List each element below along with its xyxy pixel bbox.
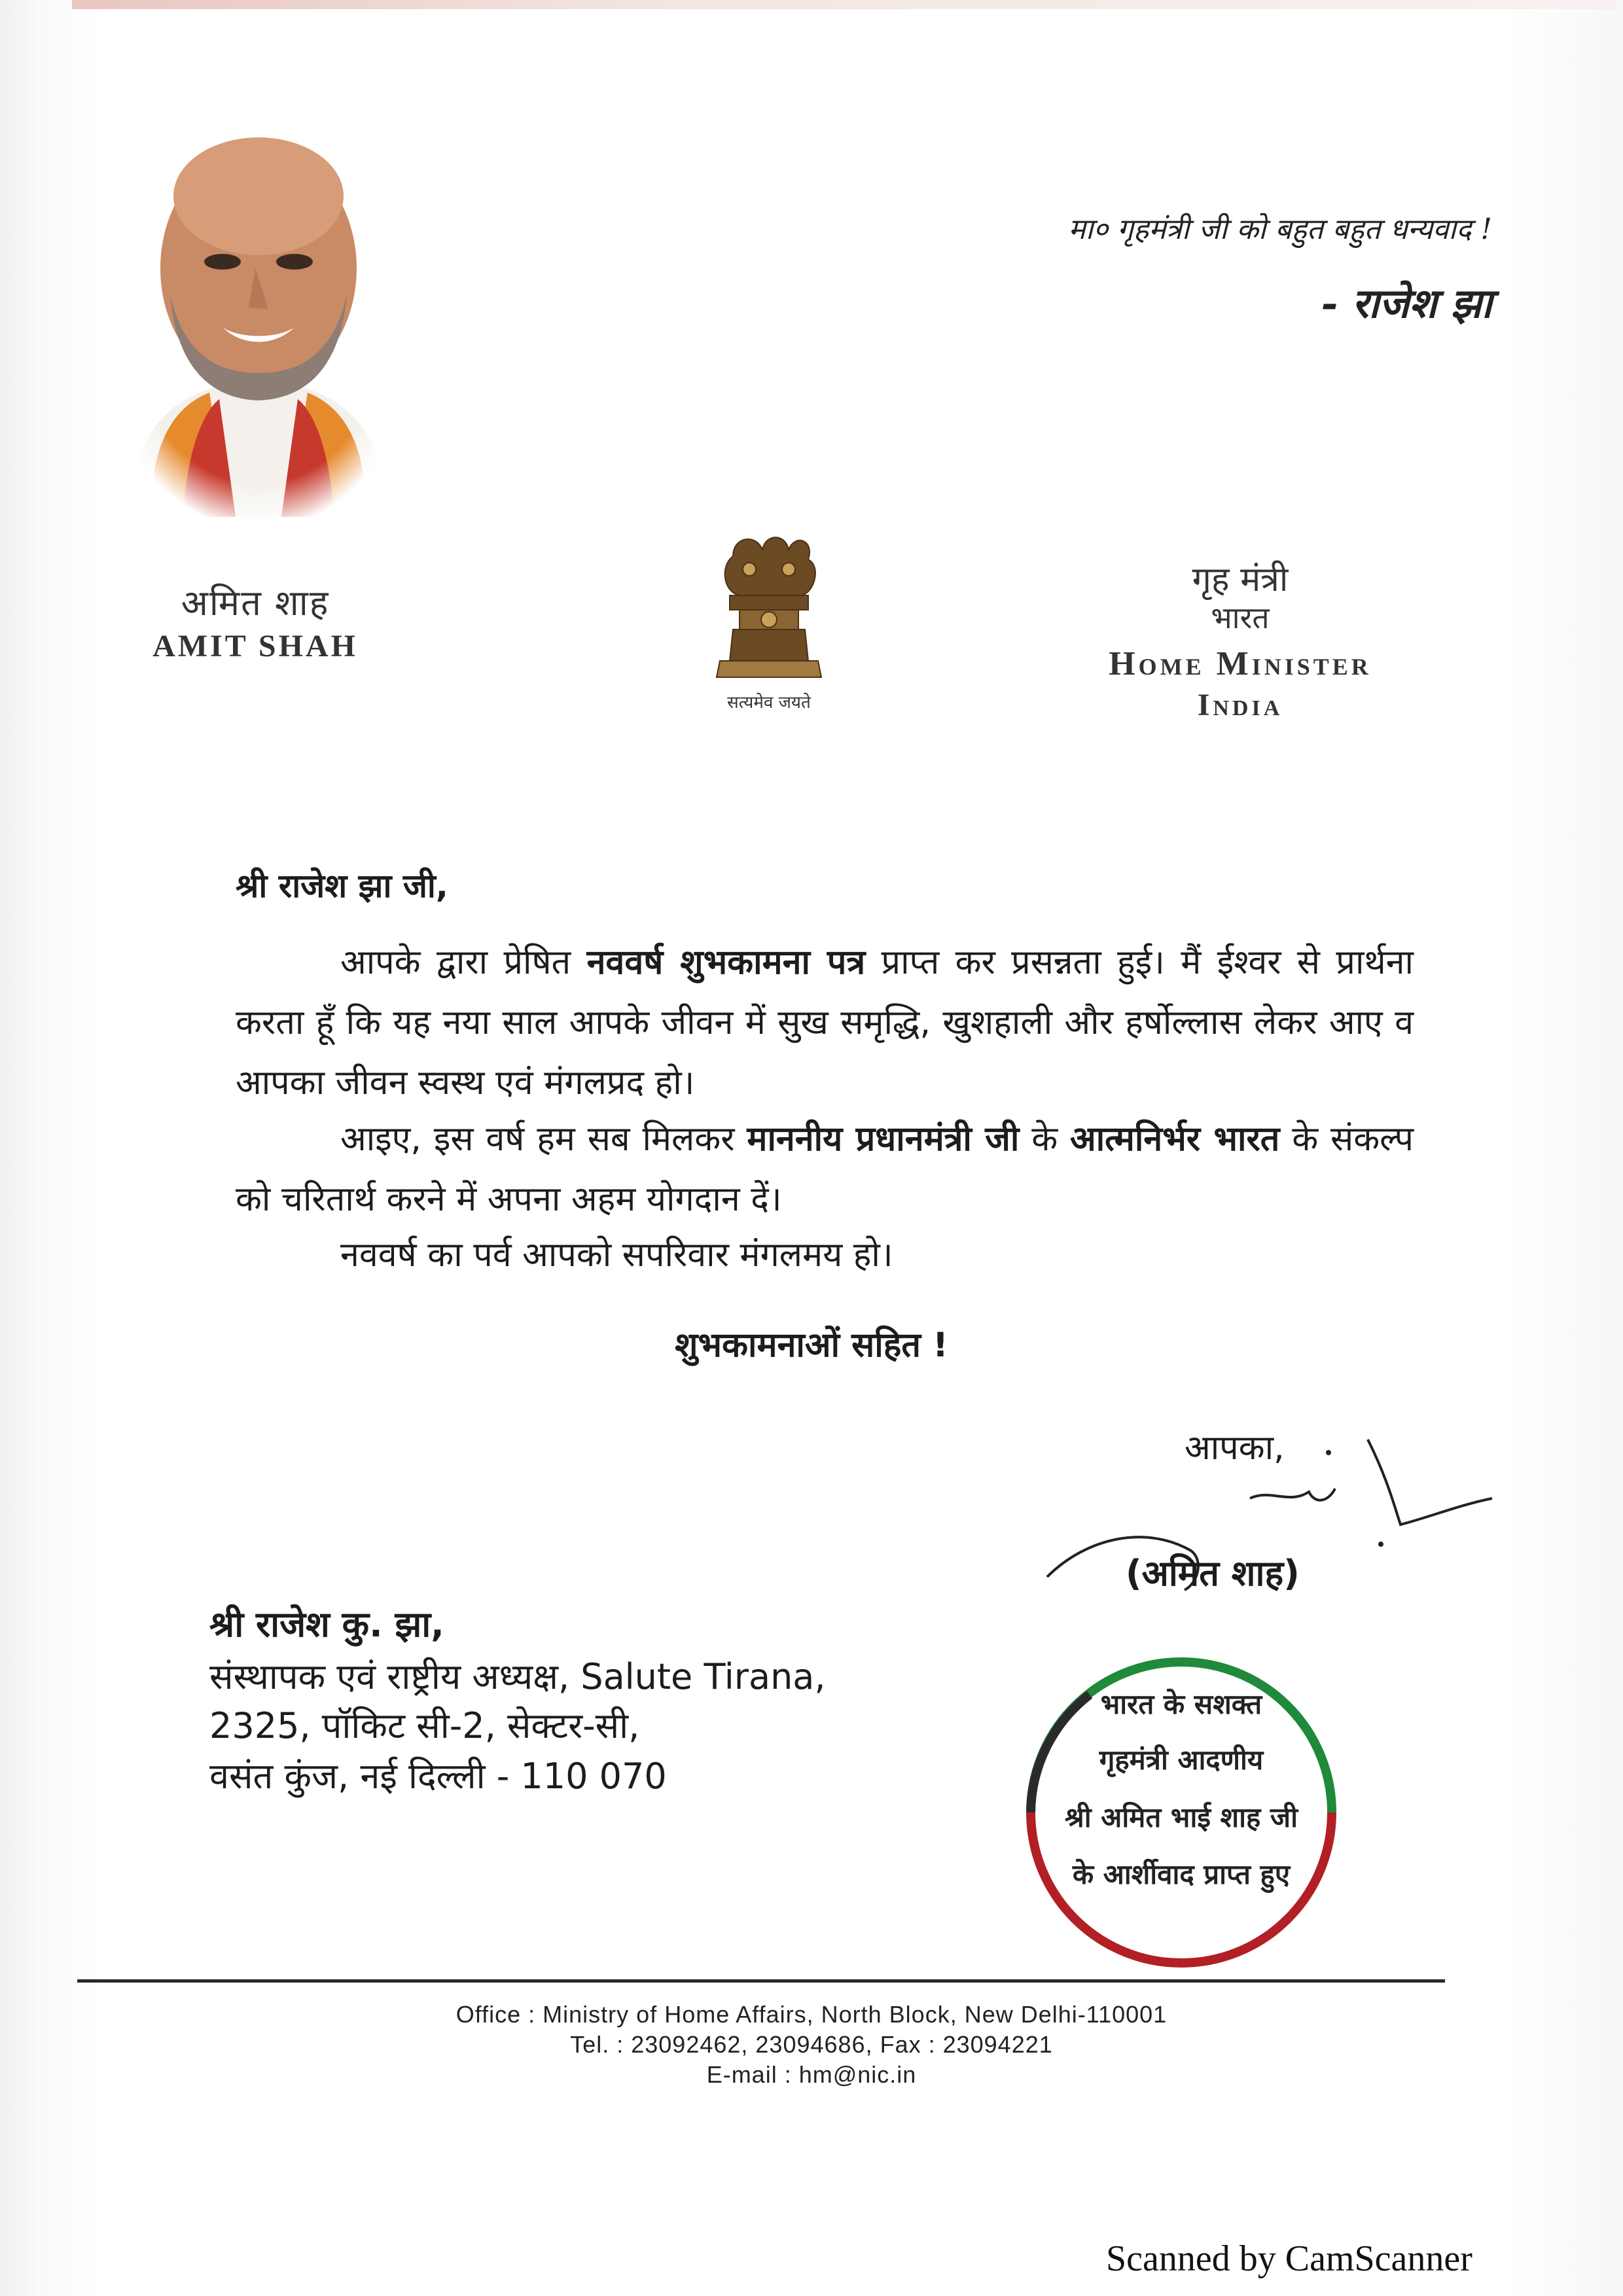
title-hindi-country: भारत <box>1211 600 1270 635</box>
stamp-line-2: गृहमंत्री आदणीय <box>1099 1744 1264 1776</box>
paragraph-2-text-a: आइए, इस वर्ष हम सब मिलकर <box>340 1120 747 1159</box>
paragraph-2-bold-pm: माननीय प्रधानमंत्री जी <box>747 1120 1020 1159</box>
handwritten-thanks-signature: - राजेश झा <box>1321 279 1492 327</box>
footer-office-address: Office : Ministry of Home Affairs, North Block, New Delhi-110001 <box>455 2001 1168 2028</box>
stamp-line-3: श्री अमित भाई शाह जी <box>1065 1801 1298 1833</box>
addressee-address-line-1: 2325, पॉकिट सी-2, सेक्टर-सी, <box>209 1705 640 1746</box>
paragraph-2-bold-atmanirbhar: आत्मनिर्भर भारत <box>1070 1120 1280 1159</box>
addressee-address-line-2: वसंत कुंज, नई दिल्ली - 110 070 <box>209 1756 667 1797</box>
signer-name: (अमित शाह) <box>1126 1553 1300 1594</box>
salutation: श्री राजेश झा जी, <box>236 867 448 905</box>
title-hindi-minister: गृह मंत्री <box>1192 560 1289 599</box>
paragraph-1-text-b: प्राप्त कर प्रसन्नता हुई। मैं ईश्वर से प्रार्थना करता हूँ कि यह नया साल आपके जीवन में सुख समृद्धि, खुशहाली और हर्षोल्लास लेकर आए व आपका जीवन स्वस्थ एवं मंगलप्रद हो। <box>236 943 1414 1103</box>
top-edge <box>72 0 1616 9</box>
paragraph-1-text-a: आपके द्वारा प्रेषित <box>340 943 587 982</box>
minister-name-hindi: अमित शाह <box>181 582 330 624</box>
yours-line: आपका, <box>1185 1428 1285 1468</box>
paragraph-3: नववर्ष का पर्व आपको सपरिवार मंगलमय हो। <box>340 1235 893 1275</box>
emblem-motto: सत्यमेव जयते <box>727 693 811 713</box>
footer-email: E-mail : hm@nic.in <box>706 2061 917 2088</box>
footer-divider <box>77 1979 1445 1983</box>
stamp-line-1: भारत के सशक्त <box>1100 1688 1262 1720</box>
minister-name-english: AMIT SHAH <box>152 629 358 663</box>
paragraph-1-bold: नववर्ष शुभकामना पत्र <box>586 943 866 982</box>
addressee-designation: संस्थापक एवं राष्ट्रीय अध्यक्ष, Salute Tirana, <box>209 1656 826 1697</box>
footer-telephone: Tel. : 23092462, 23094686, Fax : 23094221 <box>570 2031 1053 2058</box>
paragraph-2-text-b: के <box>1019 1120 1071 1159</box>
minister-portrait <box>105 98 412 517</box>
closing-line: शुभकामनाओं सहित ! <box>675 1326 948 1365</box>
title-english-minister: Home Minister <box>1109 645 1372 682</box>
handwritten-thanks-note: मा० गृहमंत्री जी को बहुत बहुत धन्यवाद ! <box>1068 213 1492 246</box>
scanner-watermark: Scanned by CamScanner <box>1106 2238 1472 2279</box>
paragraph-2-text-c: के संकल्प को चरितार्थ करने में अपना अहम योगदान दें। <box>236 1120 1414 1219</box>
stamp-line-4: के आर्शीवाद प्राप्त हुए <box>1072 1858 1291 1890</box>
national-emblem-icon <box>694 530 844 720</box>
addressee-name: श्री राजेश कु. झा, <box>209 1604 444 1645</box>
paragraph-1 <box>236 932 1414 1113</box>
title-english-country: India <box>1197 688 1283 722</box>
paragraph-2 <box>236 1109 1414 1229</box>
